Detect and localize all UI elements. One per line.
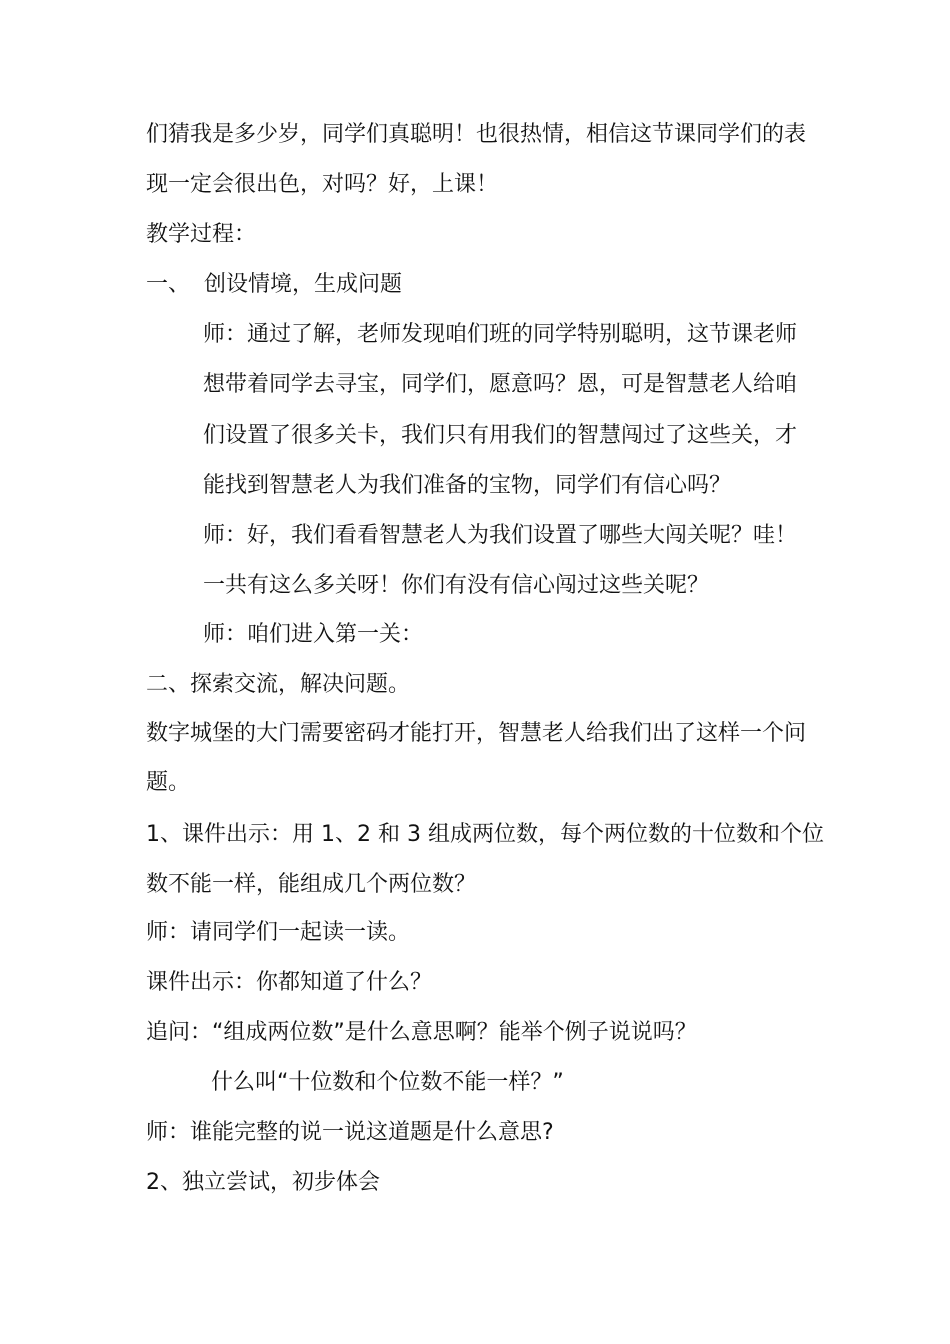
text-line: 一共有这么多关呀！你们有没有信心闯过这些关呢？ <box>203 573 710 598</box>
text-line: 们猜我是多少岁，同学们真聪明！也很热情，相信这节课同学们的表 <box>146 122 807 147</box>
text-line: 现一定会很出色，对吗？好，上课！ <box>146 172 499 197</box>
section-heading-one <box>146 270 402 300</box>
text-line: 题。 <box>146 770 191 795</box>
text-line: 们设置了很多关卡，我们只有用我们的智慧闯过了这些关，才 <box>203 423 798 448</box>
text-line: 师：谁能完整的说一说这道题是什么意思? <box>146 1120 554 1145</box>
section-heading-two: 二、探索交流，解决问题。 <box>146 672 411 697</box>
section-number: 一、 <box>146 272 191 297</box>
step-one-line: 1、课件出示：用 1、2 和 3 组成两位数，每个两位数的十位数和个位 <box>146 822 824 847</box>
text-line: 师：通过了解，老师发现咱们班的同学特别聪明，这节课老师 <box>203 322 798 347</box>
text-line: 想带着同学去寻宝，同学们，愿意吗？恩，可是智慧老人给咱 <box>203 372 798 397</box>
text-line: 什么叫“十位数和个位数不能一样？” <box>211 1070 564 1095</box>
text-line: 数字城堡的大门需要密码才能打开，智慧老人给我们出了这样一个问 <box>146 721 807 746</box>
text-line: 师：好，我们看看智慧老人为我们设置了哪些大闯关呢？哇！ <box>203 523 798 548</box>
text-line: 数不能一样，能组成几个两位数？ <box>146 872 477 897</box>
text-line: 课件出示：你都知道了什么？ <box>146 970 433 995</box>
text-line: 师：请同学们一起读一读。 <box>146 920 411 945</box>
text-line: 追问：“组成两位数”是什么意思啊？能举个例子说说吗？ <box>146 1020 697 1045</box>
section-label-teaching-process: 教学过程： <box>146 222 257 247</box>
step-two-line: 2、独立尝试，初步体会 <box>146 1170 380 1195</box>
text-line: 能找到智慧老人为我们准备的宝物，同学们有信心吗？ <box>203 473 732 498</box>
section-heading-text: 创设情境，生成问题 <box>204 272 403 297</box>
text-line: 师：咱们进入第一关： <box>203 622 424 647</box>
